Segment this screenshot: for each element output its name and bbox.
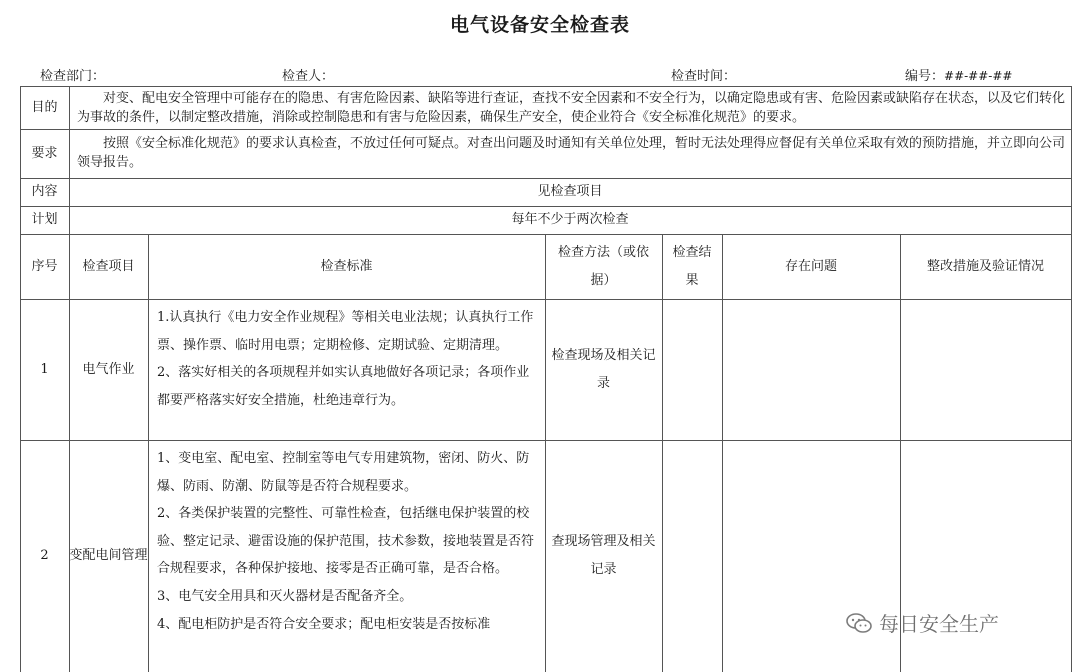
row2-item: 变配电间管理 xyxy=(69,548,148,563)
row2-fix xyxy=(900,440,1071,672)
header-item: 检查项目 xyxy=(82,258,135,274)
row2-result xyxy=(662,440,722,672)
plan-text: 每年不少于两次检查 xyxy=(511,212,629,227)
row2-standard-line: 3、电气安全用具和灭火器材是否配备齐全。 xyxy=(157,588,413,604)
row2-method: 查现场管理及相关记录 xyxy=(551,534,656,577)
header-result: 检查结果 xyxy=(672,244,712,288)
content-text: 见检查项目 xyxy=(537,184,603,199)
purpose-label: 目的 xyxy=(31,99,58,115)
row2-problem xyxy=(722,440,900,672)
header-seq: 序号 xyxy=(31,258,58,274)
content-label: 内容 xyxy=(31,184,58,199)
row1-result xyxy=(662,299,722,440)
number-label: 编号： xyxy=(905,69,945,84)
row2-standard-line: 4、配电柜防护是否符合安全要求；配电柜安装是否按标准 xyxy=(157,616,491,632)
header-fix: 整改措施及验证情况 xyxy=(926,258,1044,274)
header-standard: 检查标准 xyxy=(320,258,373,274)
plan-label: 计划 xyxy=(31,212,58,227)
row1-seq: 1 xyxy=(40,361,49,377)
row2-standard-line: 2、各类保护装置的完整性、可靠性检查，包括继电保护装置的校验、整定记录、避雷设施的保护范围，技术参数，接地装置是否符合规程要求，各种保护接地、接零是否正确可靠，是否合格。 xyxy=(157,506,535,577)
document-title: 电气设备安全检查表 xyxy=(449,14,630,36)
row2-standard-line: 1、变电室、配电室、控制室等电气专用建筑物，密闭、防火、防爆、防雨、防潮、防鼠等是否符合规程要求。 xyxy=(157,451,530,494)
row1-problem xyxy=(722,299,900,440)
row1-standard xyxy=(157,304,539,414)
purpose-text: 对变、配电安全管理中可能存在的隐患、有害危险因素、缺陷等进行查证，查找不安全因素和不安全行为，以确定隐患或有害、危险因素或缺陷存在状态，以及它们转化为事故的条件，以制定整改措施，消除或控制隐患和有害与危险因素，确保生产安全，使企业符合《安全标准化规范》的要求。 xyxy=(77,91,1066,125)
row1-item: 电气作业 xyxy=(82,361,135,377)
requirement-text: 按照《安全标准化规范》的要求认真检查，不放过任何可疑点。对查出问题及时通知有关单位处理，暂时无法处理得应督促有关单位采取有效的预防措施，并立即向公司领导报告。 xyxy=(77,136,1066,170)
header-problem: 存在问题 xyxy=(784,258,837,274)
watermark-text: 每日安全生产 xyxy=(879,612,999,636)
header-method: 检查方法（或依据） xyxy=(557,244,649,288)
row2-seq: 2 xyxy=(40,548,49,563)
requirement-label: 要求 xyxy=(31,145,58,161)
department-label: 检查部门： xyxy=(40,69,106,84)
row1-method: 检查现场及相关记录 xyxy=(551,347,656,391)
number-value: ##-##-## xyxy=(944,69,1013,83)
row2-standard xyxy=(157,445,539,638)
wechat-icon xyxy=(845,612,873,634)
watermark xyxy=(845,608,999,637)
time-label: 检查时间： xyxy=(671,69,737,84)
row1-fix xyxy=(900,299,1071,440)
row1-standard-line: 2、落实好相关的各项规程并如实认真地做好各项记录；各项作业都要严格落实好安全措施，杜绝违章行为。 xyxy=(157,365,530,408)
row1-standard-line: 1.认真执行《电力安全作业规程》等相关电业法规；认真执行工作票、操作票、临时用电票；定期检修、定期试验、定期清理。 xyxy=(157,310,534,353)
inspector-label: 检查人： xyxy=(282,69,335,84)
